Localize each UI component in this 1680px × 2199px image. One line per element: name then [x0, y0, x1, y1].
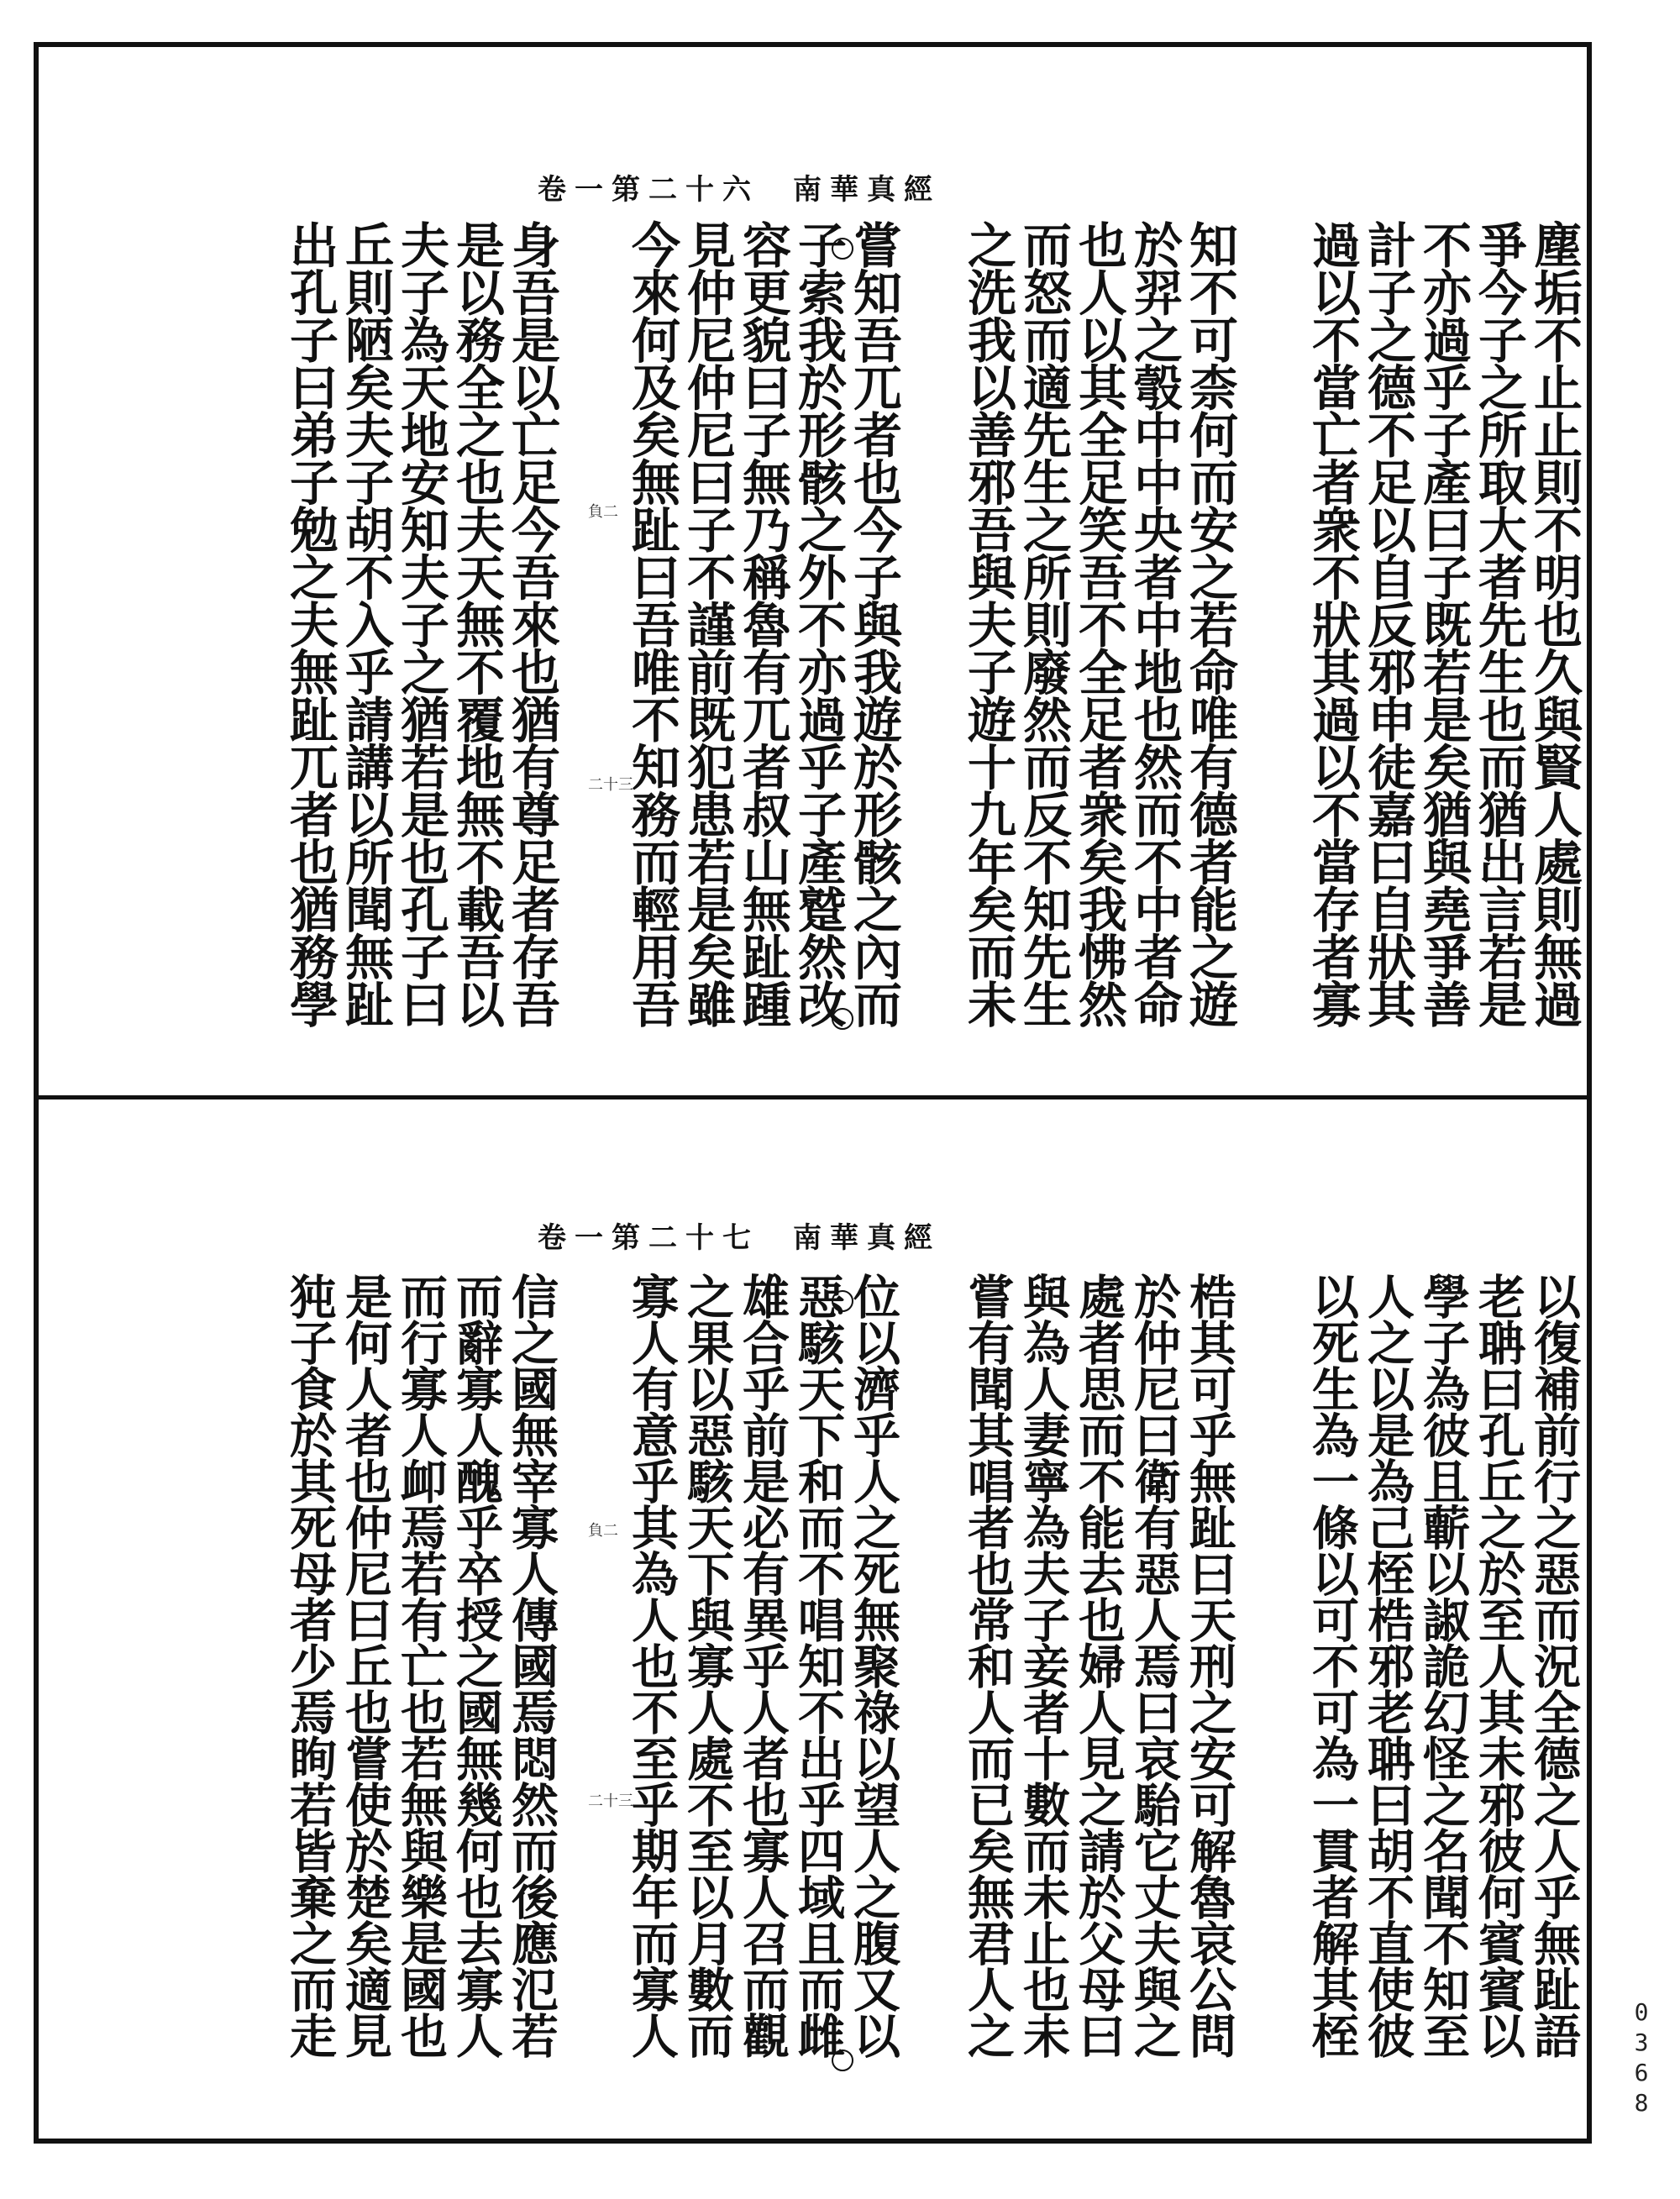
- bottom-text-column: 信之國無宰寡人傳國焉悶然而後應氾若: [504, 1273, 559, 2058]
- circle-mark-icon: [832, 238, 853, 260]
- bottom-text-column: 以復補前行之惡而況全德之人乎無趾語: [1526, 1273, 1582, 2058]
- top-header: [538, 166, 941, 207]
- top-text-column: 計子之德不足以自反邪申徒嘉曰自狀其: [1359, 220, 1416, 1027]
- bottom-text-column: 於仲尼曰衛有惡人焉曰哀駘它丈夫與之: [1126, 1273, 1182, 2058]
- top-folio-left: 負二: [588, 503, 618, 521]
- top-text-column: 夫子為天地安知夫子之猶若是也孔子曰: [392, 220, 449, 1027]
- top-folio-right: 二十三: [588, 776, 633, 794]
- top-text-column: 容更貌曰子無乃稱魯有兀者叔山無趾踵: [734, 220, 791, 1027]
- bottom-text-column: 是何人者也仲尼曰丘也嘗使於楚矣適見: [338, 1273, 393, 2058]
- bottom-text-column: 人之以是為己桎梏邪老聃曰胡不直使彼: [1360, 1273, 1415, 2058]
- bottom-text-column: 雄合乎前是必有異乎人者也寡人召而觀: [735, 1273, 790, 2058]
- bottom-text-column: 㹠子食於其死母者少焉眴若皆棄之而走: [282, 1273, 338, 2058]
- page-number: [1625, 1997, 1658, 2118]
- bottom-text-column: 學子為彼且蘄以諔詭幻怪之名聞不知至: [1415, 1273, 1471, 2058]
- top-text-column: 爭今子之所取大者先生也而猶出言若是: [1470, 220, 1527, 1027]
- bottom-text-column: 惡駭天下和而不唱知不出乎四域且而雌: [790, 1273, 846, 2058]
- top-text-column: 也人以其全足笑吾不全足者衆矣我怫然: [1070, 220, 1127, 1027]
- top-text-column: 知不可柰何而安之若命唯有德者能之遊: [1181, 220, 1238, 1027]
- top-text-column: 丘則陋矣夫子胡不入乎請講以所聞無趾: [337, 220, 394, 1027]
- bottom-folio-left: 負二: [588, 1522, 618, 1540]
- top-text-column: 今來何及矣無趾曰吾唯不知務而輕用吾: [623, 220, 680, 1027]
- bottom-text-column: 之果以惡駭天下與寡人處不至以月數而: [680, 1273, 735, 2058]
- top-text-column: 塵垢不止止則不明也久與賢人處則無過: [1525, 220, 1583, 1027]
- bottom-text-column: 而辭寡人醜乎卒授之國無幾何也去寡人: [449, 1273, 504, 2058]
- top-text-column: 子索我於形骸之外不亦過乎子產蹵然改: [790, 220, 847, 1027]
- bottom-text-column: 位以濟乎人之死無聚祿以望人之腹又以: [846, 1273, 901, 2058]
- page-divider: [34, 1095, 1592, 1100]
- top-text-column: 於羿之彀中中央者中地也然而不中者命: [1126, 220, 1183, 1027]
- top-header-title: 南華真經: [793, 173, 941, 207]
- bottom-text-column: 老聃曰孔丘之於至人其未邪彼何賓賓以: [1471, 1273, 1526, 2058]
- top-text-column: 見仲尼仲尼曰子不謹前既犯患若是矣雖: [679, 220, 736, 1027]
- bottom-header-volume: 卷一第二十七: [538, 1221, 759, 1255]
- circle-mark-icon: [832, 2049, 853, 2071]
- top-header-volume: 卷一第二十六: [538, 173, 759, 207]
- circle-mark-icon: [832, 1290, 853, 1312]
- bottom-text-column: 以死生為一條以可不可為一貫者解其桎: [1305, 1273, 1360, 2058]
- top-text-column: 不亦過乎子產曰子既若是矣猶與堯爭善: [1415, 220, 1472, 1027]
- bottom-header: [538, 1215, 941, 1256]
- bottom-text-column: 寡人有意乎其為人也不至乎期年而寡人: [624, 1273, 680, 2058]
- bottom-text-column: 嘗有聞其唱者也常和人而已矣無君人之: [960, 1273, 1016, 2058]
- top-text-column: 嘗知吾兀者也今子與我遊於形骸之內而: [845, 220, 902, 1027]
- top-text-column: 過以不當亡者衆不狀其過以不當存者寡: [1304, 220, 1361, 1027]
- top-text-column: 之洗我以善邪吾與夫子遊十九年矣而未: [959, 220, 1016, 1027]
- bottom-folio-right: 二十三: [588, 1792, 633, 1810]
- circle-mark-icon: [832, 1008, 853, 1030]
- page-number-text: 0 3 6 8: [1634, 1998, 1649, 2117]
- top-text-column: 身吾是以亡足今吾來也猶有尊足者存吾: [503, 220, 560, 1027]
- top-text-column: 是以務全之也夫天無不覆地無不載吾以: [448, 220, 505, 1027]
- bottom-text-column: 而行寡人卹焉若有亡也若無與樂是國也: [393, 1273, 449, 2058]
- bottom-header-title: 南華真經: [793, 1221, 941, 1255]
- bottom-text-column: 處者思而不能去也婦人見之請於父母曰: [1071, 1273, 1126, 2058]
- bottom-text-column: 與為人妻寧為夫子妾者十數而未止也未: [1016, 1273, 1071, 2058]
- top-text-column: 而怒而適先生之所則廢然而反不知先生: [1015, 220, 1072, 1027]
- bottom-text-column: 梏其可乎無趾曰天刑之安可解魯哀公問: [1182, 1273, 1237, 2058]
- top-text-column: 出孔子曰弟子勉之夫無趾兀者也猶務學: [281, 220, 339, 1027]
